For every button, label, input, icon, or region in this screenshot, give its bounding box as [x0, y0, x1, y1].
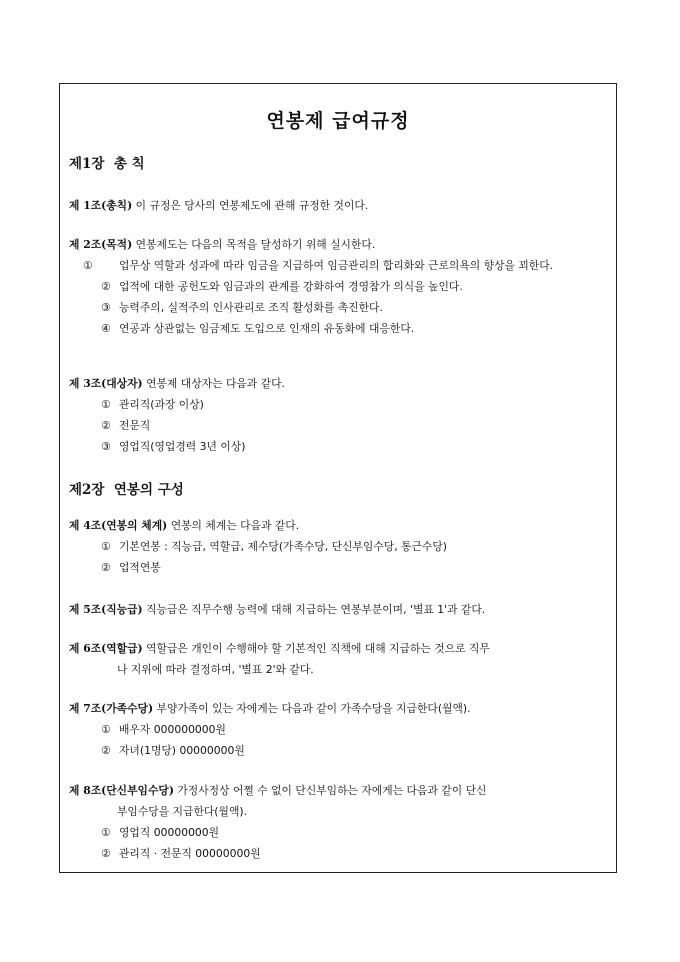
- article-4: [69, 515, 604, 578]
- document-title: 연봉제 급여규정: [266, 110, 410, 132]
- list-item: ① 업무상 역할과 성과에 따라 임금을 지급하여 임금관리의 합리화와 근로의욕의 향상을 꾀한다.: [83, 259, 554, 272]
- article-2-heading: 제 2조(목적): [69, 238, 133, 251]
- article-4-text: 연봉의 체계는 다음과 같다.: [167, 519, 300, 532]
- document-frame: [59, 83, 617, 873]
- article-6-heading: 제 6조(역할급): [69, 642, 143, 655]
- article-6-continuation: 나 지위에 따라 결정하며, '별표 2'와 같다.: [117, 663, 314, 676]
- article-7-heading: 제 7조(가족수당): [69, 702, 154, 715]
- chapter-1-heading: 제1장 총 칙: [69, 156, 145, 172]
- article-1: [69, 195, 604, 216]
- article-2-text: 연봉제도는 다음의 목적을 달성하기 위해 실시한다.: [132, 238, 376, 251]
- article-8-continuation: 부임수당을 지급한다(월액).: [117, 805, 248, 818]
- article-1-heading: 제 1조(총칙): [69, 199, 133, 212]
- article-7: [69, 698, 604, 761]
- list-item: ② 관리직 · 전문직 00000000원: [101, 847, 261, 860]
- list-item: ④ 연공과 상관없는 임금제도 도입으로 인재의 유동화에 대응한다.: [101, 322, 415, 335]
- article-2: [69, 234, 604, 339]
- list-item: ① 배우자 000000000원: [101, 723, 226, 736]
- list-item: ① 영업직 00000000원: [101, 826, 220, 839]
- list-item: ① 기본연봉 : 직능급, 역할급, 제수당(가족수당, 단신부임수당, 통근수당): [101, 540, 447, 553]
- list-item: ③ 영업직(영업경력 3년 이상): [101, 440, 246, 453]
- article-5-text: 직능급은 직무수행 능력에 대해 지급하는 연봉부분이며, '별표 1'과 같다.: [142, 603, 486, 616]
- article-3: [69, 373, 604, 457]
- list-item: ① 관리직(과장 이상): [101, 398, 204, 411]
- article-3-text: 연봉제 대상자는 다음과 같다.: [142, 377, 285, 390]
- list-item: ② 자녀(1명당) 00000000원: [101, 744, 245, 757]
- article-7-text: 부양가족이 있는 자에게는 다음과 같이 가족수당을 지급한다(월액).: [153, 702, 471, 715]
- list-item: ② 업적에 대한 공헌도와 임금과의 관계를 강화하여 경영참가 의식을 높인다.: [101, 280, 463, 293]
- list-item: ② 업적연봉: [101, 561, 161, 574]
- article-6: [69, 638, 604, 680]
- list-item: ③ 능력주의, 실적주의 인사관리로 조직 활성화를 촉진한다.: [101, 301, 383, 314]
- article-3-heading: 제 3조(대상자): [69, 377, 143, 390]
- article-1-text: 이 규정은 당사의 연봉제도에 관해 규정한 것이다.: [132, 199, 369, 212]
- article-8-heading: 제 8조(단신부임수당): [69, 784, 174, 797]
- chapter-2-heading: 제2장 연봉의 구성: [69, 482, 184, 498]
- article-5-heading: 제 5조(직능급): [69, 603, 143, 616]
- list-item: ② 전문직: [101, 419, 151, 432]
- article-8-text: 가정사정상 어쩔 수 없이 단신부임하는 자에게는 다음과 같이 단신: [173, 784, 487, 797]
- article-6-text: 역할급은 개인이 수행해야 할 기본적인 직책에 대해 지급하는 것으로 직무: [142, 642, 490, 655]
- article-4-heading: 제 4조(연봉의 체계): [69, 519, 168, 532]
- article-8: [69, 780, 604, 864]
- article-5: [69, 599, 604, 620]
